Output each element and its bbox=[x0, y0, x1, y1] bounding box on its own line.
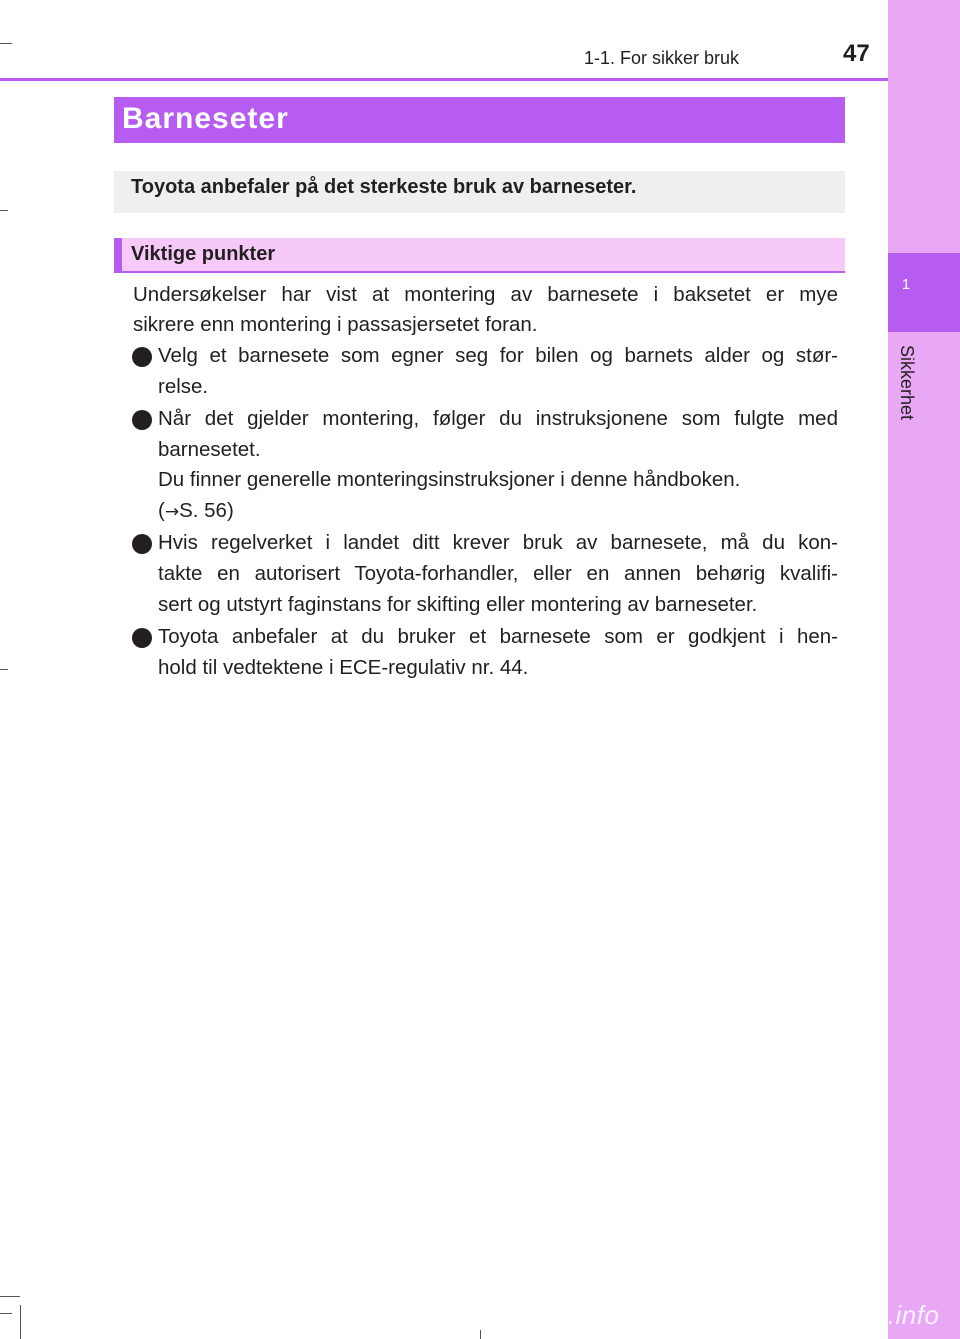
reference-text: S. 56) bbox=[179, 499, 234, 522]
bullet-line: relse. bbox=[158, 375, 209, 398]
subheading-marker bbox=[114, 238, 122, 273]
bullet-line: Velg et barnesete som egner seg for bilen og barnets alder og stør- bbox=[158, 344, 838, 367]
page-reference[interactable] bbox=[158, 499, 234, 523]
bullet-line: sert og utstyrt faginstans for skifting eller montering av barneseter. bbox=[158, 593, 758, 616]
crop-mark bbox=[20, 1305, 21, 1339]
paragraph-line: sikrere enn montering i passasjersetet foran. bbox=[133, 313, 538, 336]
page-title: Barneseter bbox=[122, 102, 289, 135]
page-number: 47 bbox=[843, 40, 870, 67]
reference-open: ( bbox=[158, 499, 165, 522]
crop-mark bbox=[0, 43, 12, 44]
bullet-icon bbox=[132, 410, 152, 430]
bullet-icon bbox=[132, 628, 152, 648]
watermark: carmanualsonline.info bbox=[676, 1300, 940, 1330]
chapter-number: 1 bbox=[901, 276, 911, 293]
intro-text: Toyota anbefaler på det sterkeste bruk av barneseter. bbox=[131, 176, 637, 198]
section-header: 1-1. For sikker bruk bbox=[584, 48, 740, 68]
crop-mark bbox=[0, 669, 8, 670]
chapter-side-strip bbox=[888, 0, 960, 1339]
bullet-line: Når det gjelder montering, følger du instruksjonene som fulgte med bbox=[158, 407, 838, 430]
bullet-icon bbox=[132, 534, 152, 554]
paragraph-line: Undersøkelser har vist at montering av barnesete i baksetet er mye bbox=[133, 283, 838, 306]
crop-mark bbox=[0, 1313, 12, 1314]
bullet-line: hold til vedtektene i ECE-regulativ nr. 44. bbox=[158, 656, 529, 679]
chapter-title: Sikkerhet bbox=[897, 345, 917, 421]
crop-mark bbox=[0, 1296, 20, 1297]
bullet-line: Toyota anbefaler at du bruker et barnesete som er godkjent i hen- bbox=[158, 625, 838, 648]
bullet-line: Hvis regelverket i landet ditt krever bruk av barnesete, må du kon- bbox=[158, 531, 838, 554]
bullet-line: takte en autorisert Toyota-forhandler, eller en annen behørig kvalifi- bbox=[158, 562, 838, 585]
bullet-line: barnesetet. bbox=[158, 438, 261, 461]
header-rule bbox=[0, 78, 888, 81]
bullet-icon bbox=[132, 347, 152, 367]
bullet-line: Du finner generelle monteringsinstruksjoner i denne håndboken. bbox=[158, 468, 741, 491]
crop-mark bbox=[0, 210, 8, 211]
crop-mark bbox=[480, 1330, 481, 1339]
subheading: Viktige punkter bbox=[131, 243, 276, 265]
arrow-right-icon: → bbox=[164, 502, 180, 522]
